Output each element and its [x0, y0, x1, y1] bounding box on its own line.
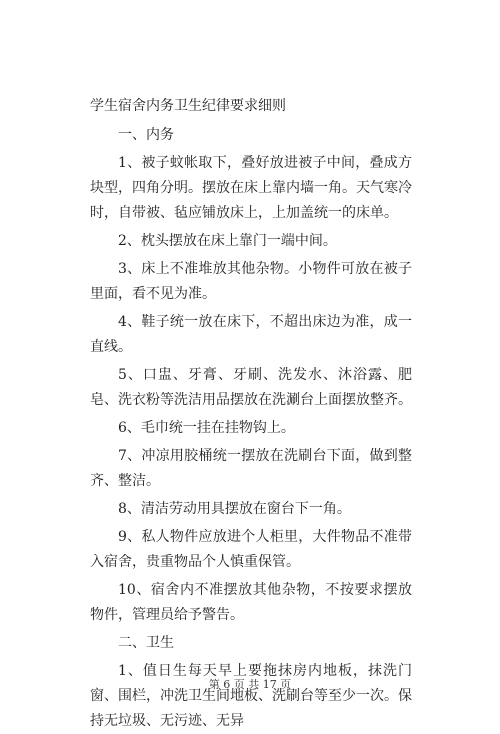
page-footer: 第 6 页 共 17 页: [208, 678, 292, 691]
document-body: [90, 94, 412, 734]
paragraph: 1、值日生每天早上要拖抹房内地板，抹洗门窗、围栏，冲洗卫生间地板、洗刷台等至少一次。保持无垃圾、无污迹、无异: [90, 663, 412, 729]
paragraph: 5、口盅、牙膏、牙刷、洗发水、沐浴露、肥皂、洗衣粉等洗洁用品摆放在洗涮台上面摆放整齐。: [90, 367, 412, 408]
paragraph: 6、毛巾统一挂在挂物钩上。: [118, 420, 295, 436]
paragraph: 2、枕头摆放在床上靠门一端中间。: [118, 233, 337, 249]
paragraph: 1、被子蚊帐取下，叠好放进被子中间，叠成方块型，四角分明。摆放在床上靠内墙一角。天气寒冷时，自带被、毡应铺放床上，上加盖统一的床单。: [90, 155, 412, 221]
section-heading-weisheng: 二、卫生: [118, 635, 174, 651]
document-title: 学生宿舍内务卫生纪律要求细则: [90, 98, 286, 114]
paragraph: 10、宿舍内不准摆放其他杂物，不按要求摆放物件，管理员给予警告。: [90, 582, 412, 623]
paragraph: 3、床上不准堆放其他杂物。小物件可放在被子里面，看不见为准。: [90, 261, 412, 302]
paragraph: 9、私人物件应放进个人柜里，大件物品不准带入宿舍，贵重物品个人慎重保管。: [90, 529, 412, 570]
paragraph: 7、冲凉用胶桶统一摆放在洗刷台下面，做到整齐、整洁。: [90, 448, 412, 489]
section-heading-neiwu: 一、内务: [118, 127, 174, 143]
paragraph: 8、清洁劳动用具摆放在窗台下一角。: [118, 501, 351, 517]
paragraph: 4、鞋子统一放在床下，不超出床边为准，成一直线。: [90, 314, 412, 355]
